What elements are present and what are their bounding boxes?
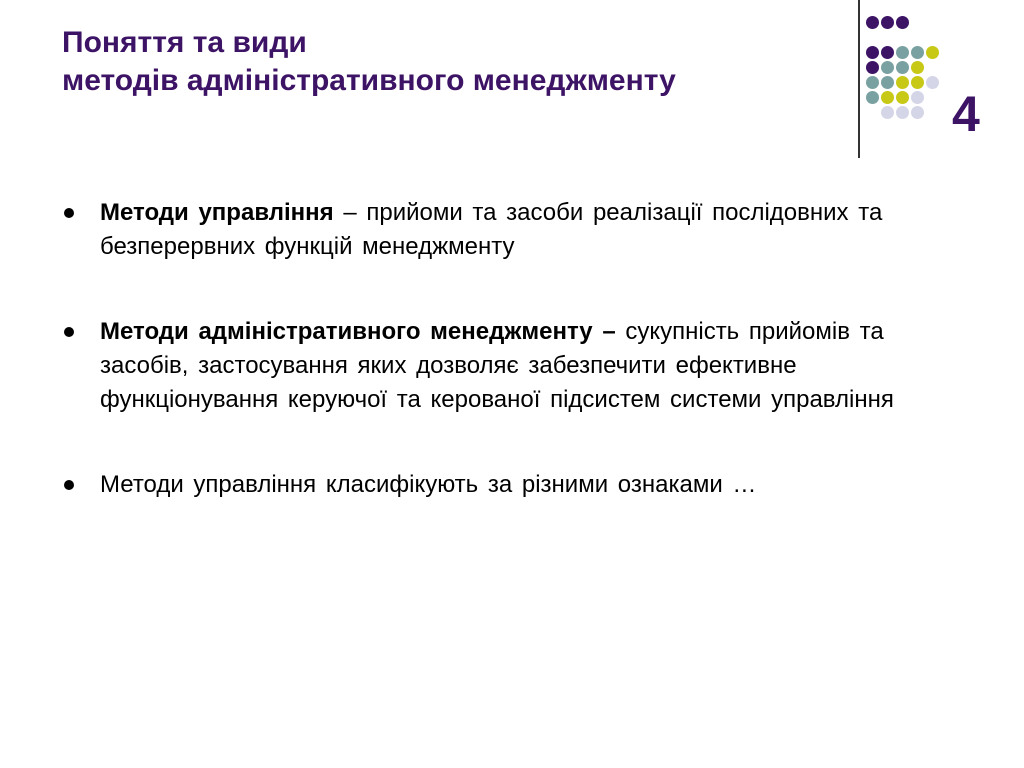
slide-title — [62, 24, 822, 100]
bullet-dot-icon — [64, 480, 74, 490]
decorative-dot — [866, 61, 879, 74]
decorative-dot — [881, 46, 894, 59]
bullet-term: Методи управління — [100, 199, 334, 226]
decorative-dot — [866, 46, 879, 59]
bullet-item — [62, 315, 952, 417]
decorative-dot — [866, 91, 879, 104]
bullet-term: Методи адміністративного менеджменту – — [100, 318, 616, 345]
decorative-dot — [911, 91, 924, 104]
decorative-vertical-line — [858, 0, 860, 158]
bullet-text: – прийоми та засоби реалізації послідовних та безперервних функцій менеджменту — [100, 199, 883, 260]
decorative-dot — [866, 16, 879, 29]
decorative-dot — [896, 61, 909, 74]
slide-title-line-1: Поняття та види — [62, 26, 307, 59]
decorative-dot — [896, 76, 909, 89]
decorative-dot — [881, 16, 894, 29]
decorative-dot — [911, 46, 924, 59]
slide-title-line-2: методів адміністративного менеджменту — [62, 64, 676, 97]
bullet-item — [62, 196, 952, 264]
slide-number: 4 — [952, 86, 980, 142]
decorative-dot — [896, 46, 909, 59]
decorative-dot — [881, 61, 894, 74]
decorative-dot — [881, 106, 894, 119]
decorative-dot — [896, 106, 909, 119]
bullet-text: сукупність прийомів та засобів, застосування яких дозволяє забезпечити ефективне функціонування керуючої та керованої підсистем системи управління — [100, 318, 894, 413]
bullet-item — [62, 468, 952, 502]
decorative-dot — [896, 91, 909, 104]
bullet-list — [62, 196, 952, 553]
decorative-dot-grid — [862, 12, 942, 132]
decorative-dot — [911, 61, 924, 74]
decorative-dot — [926, 76, 939, 89]
bullet-dot-icon — [64, 208, 74, 218]
decorative-dot — [866, 76, 879, 89]
decorative-dot — [896, 16, 909, 29]
bullet-dot-icon — [64, 327, 74, 337]
decorative-dot — [881, 91, 894, 104]
decorative-dot — [881, 76, 894, 89]
decorative-dot — [926, 46, 939, 59]
decorative-dot — [911, 106, 924, 119]
bullet-text: Методи управління класифікують за різними ознаками … — [100, 471, 757, 498]
decorative-dot — [911, 76, 924, 89]
